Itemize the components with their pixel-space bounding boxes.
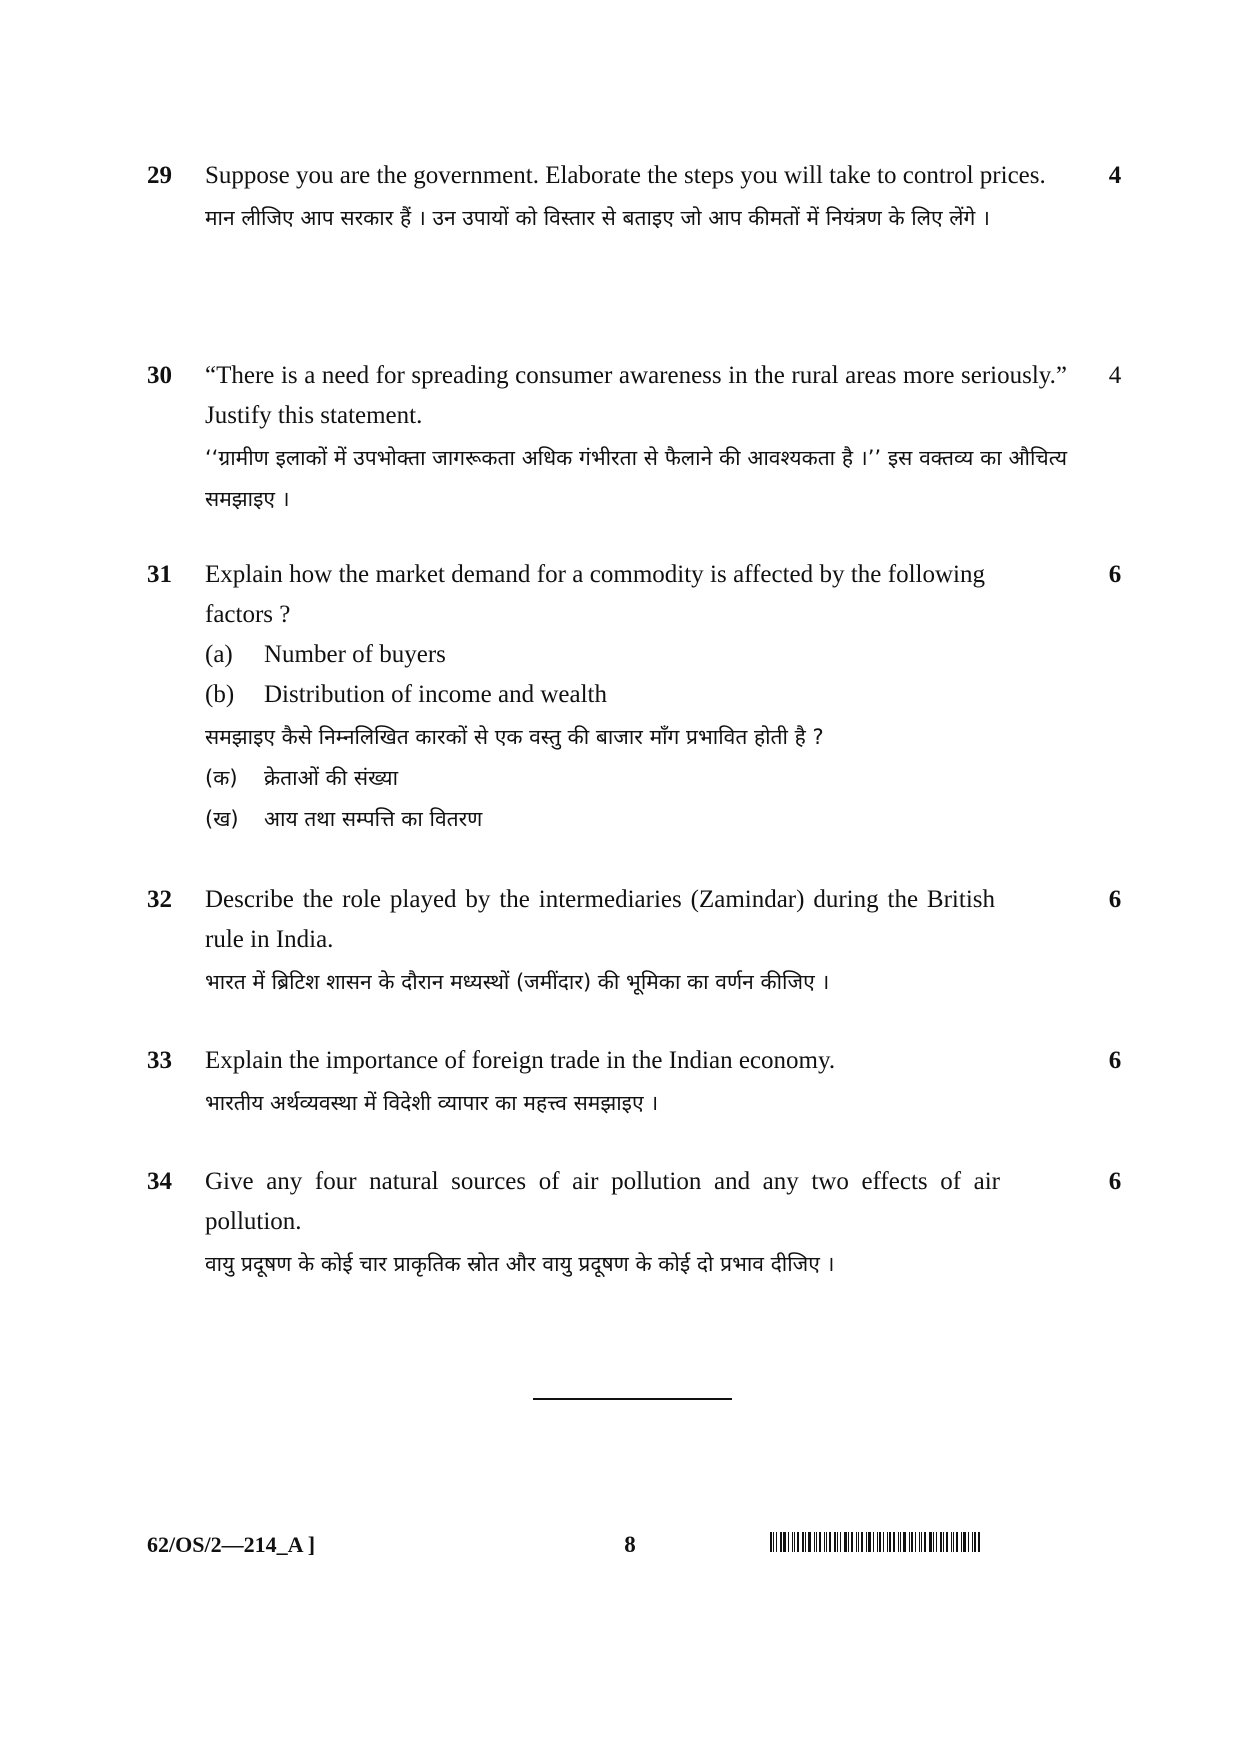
question-text-english: “There is a need for spreading consumer awareness in the rural areas more seriously.” Justify this statement.	[205, 362, 1067, 429]
question-marks: 6	[1108, 1047, 1122, 1074]
question-text-english: Suppose you are the government. Elaborate the steps you will take to control prices.	[205, 162, 1046, 189]
question-body	[205, 356, 1067, 520]
paper-code: 62/OS/2—214_A ]	[147, 1532, 316, 1557]
sub-item-label: (ख)	[205, 807, 239, 831]
sub-item-label: (क)	[205, 766, 238, 790]
question-number: 30	[147, 362, 172, 389]
question-number: 32	[147, 886, 172, 913]
sub-item-label: (b)	[205, 681, 235, 708]
question-number: 29	[147, 162, 172, 189]
question-text-english: Describe the role played by the intermediaries (Zamindar) during the British rule in India.	[205, 886, 995, 953]
barcode-icon	[770, 1532, 990, 1552]
end-separator-line	[533, 1398, 732, 1400]
question-text-english: Give any four natural sources of air pollution and any two effects of air pollution.	[205, 1168, 1000, 1235]
sub-item-text: Number of buyers	[264, 641, 446, 668]
sub-item-text: Distribution of income and wealth	[264, 681, 607, 708]
question-body	[205, 555, 1067, 840]
sub-item	[205, 799, 1067, 840]
sub-item	[205, 675, 1067, 715]
question-number: 34	[147, 1168, 172, 1195]
question-text-hindi: मान लीजिए आप सरकार हैं । उन उपायों को विस्तार से बताइए जो आप कीमतों में नियंत्रण के लिए लेंगे ।	[205, 206, 990, 230]
question-text-hindi: ‘‘ग्रामीण इलाकों में उपभोक्ता जागरूकता अधिक गंभीरता से फैलाने की आवश्यकता है ।’’ इस वक्तव्य का औचित्य समझाइए ।	[205, 446, 1067, 511]
question-text-hindi: समझाइए कैसे निम्नलिखित कारकों से एक वस्तु की बाजार माँग प्रभावित होती है ?	[205, 725, 824, 749]
sub-item-text: आय तथा सम्पत्ति का वितरण	[264, 807, 483, 831]
question-body	[205, 880, 1067, 1003]
question-number: 31	[147, 561, 172, 588]
question-marks: 4	[1108, 362, 1122, 389]
sub-item-label: (a)	[205, 641, 233, 668]
question-text-english: Explain how the market demand for a commodity is affected by the following factors ?	[205, 561, 985, 628]
sub-item-text: क्रेताओं की संख्या	[264, 766, 399, 790]
sub-item	[205, 635, 1067, 675]
question-marks: 6	[1108, 561, 1122, 588]
question-body	[205, 1041, 1067, 1124]
sub-item	[205, 758, 1067, 799]
question-body	[205, 156, 1067, 239]
question-text-hindi: भारत में ब्रिटिश शासन के दौरान मध्यस्थों (जमींदार) की भूमिका का वर्णन कीजिए ।	[205, 970, 830, 994]
question-text-hindi: वायु प्रदूषण के कोई चार प्राकृतिक स्रोत और वायु प्रदूषण के कोई दो प्रभाव दीजिए ।	[205, 1252, 835, 1276]
question-text-hindi: भारतीय अर्थव्यवस्था में विदेशी व्यापार का महत्त्व समझाइए ।	[205, 1091, 659, 1115]
question-marks: 6	[1108, 1168, 1122, 1195]
question-body	[205, 1162, 1067, 1285]
page-number: 8	[624, 1532, 636, 1557]
question-marks: 4	[1108, 162, 1122, 189]
question-marks: 6	[1108, 886, 1122, 913]
question-number: 33	[147, 1047, 172, 1074]
question-text-english: Explain the importance of foreign trade in the Indian economy.	[205, 1047, 836, 1074]
